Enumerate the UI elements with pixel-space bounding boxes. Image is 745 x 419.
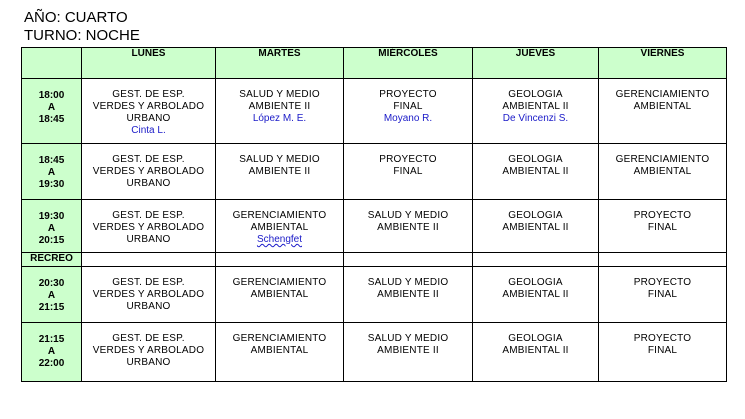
subject: GEOLOGIA AMBIENTAL II: [502, 89, 569, 112]
subject: PROYECTO FINAL: [633, 277, 692, 300]
class-cell: [216, 144, 344, 200]
teacher-name: Cinta L.: [131, 125, 166, 136]
teacher-name: Moyano R.: [383, 113, 433, 124]
day-header-viernes: VIERNES: [599, 48, 727, 79]
break-row: [22, 253, 727, 267]
subject: GEST. DE ESP. VERDES Y ARBOLADO URBANO: [92, 89, 205, 124]
subject: SALUD Y MEDIO AMBIENTE II: [367, 277, 449, 300]
class-cell: [344, 267, 473, 323]
time-slot-cell: [22, 144, 82, 200]
table-row: [22, 200, 727, 253]
day-header-lunes: LUNES: [82, 48, 216, 79]
subject: GEOLOGIA AMBIENTAL II: [502, 154, 569, 177]
class-cell: [216, 79, 344, 144]
class-cell: [344, 323, 473, 382]
class-cell: [473, 79, 599, 144]
class-cell: [344, 144, 473, 200]
break-cell: [216, 253, 344, 267]
header-row: [22, 48, 727, 79]
time-slot: 19:30 A 20:15: [38, 211, 65, 246]
table-row: [22, 144, 727, 200]
class-cell: [216, 267, 344, 323]
class-cell: [216, 323, 344, 382]
time-slot: 20:30 A 21:15: [38, 278, 65, 313]
subject: GEOLOGIA AMBIENTAL II: [502, 333, 569, 356]
subject: SALUD Y MEDIO AMBIENTE II: [239, 89, 320, 112]
class-cell: [473, 267, 599, 323]
class-cell: [599, 200, 727, 253]
teacher-name: Schengfet: [256, 234, 303, 245]
class-cell: [473, 200, 599, 253]
table-row: [22, 323, 727, 382]
subject: GERENCIAMIENTO AMBIENTAL: [615, 154, 710, 177]
class-cell: [82, 79, 216, 144]
subject: GEST. DE ESP. VERDES Y ARBOLADO URBANO: [92, 154, 205, 189]
break-cell: [82, 253, 216, 267]
subject: PROYECTO FINAL: [633, 210, 692, 233]
class-cell: [473, 144, 599, 200]
subject: SALUD Y MEDIO AMBIENTE II: [367, 210, 449, 233]
day-header-martes: MARTES: [216, 48, 344, 79]
subject: GERENCIAMIENTO AMBIENTAL: [615, 89, 710, 112]
class-cell: [82, 144, 216, 200]
time-slot-cell: [22, 200, 82, 253]
class-cell: [599, 323, 727, 382]
schedule-shift-heading: TURNO: NOCHE: [24, 27, 140, 44]
subject: GEST. DE ESP. VERDES Y ARBOLADO URBANO: [92, 333, 205, 368]
break-cell: [473, 253, 599, 267]
subject: PROYECTO FINAL: [633, 333, 692, 356]
schedule-year-heading: AÑO: CUARTO: [24, 9, 128, 26]
schedule-table: [21, 47, 727, 382]
subject: GEST. DE ESP. VERDES Y ARBOLADO URBANO: [92, 210, 205, 245]
class-cell: [599, 79, 727, 144]
subject: SALUD Y MEDIO AMBIENTE II: [239, 154, 320, 177]
class-cell: [473, 323, 599, 382]
class-cell: [82, 200, 216, 253]
subject: GERENCIAMIENTO AMBIENTAL: [232, 210, 327, 233]
class-cell: [82, 267, 216, 323]
time-slot: 21:15 A 22:00: [38, 334, 65, 369]
class-cell: [344, 200, 473, 253]
time-slot-cell: [22, 79, 82, 144]
header-corner-cell: [22, 48, 82, 79]
time-slot: 18:00 A 18:45: [38, 90, 65, 125]
subject: GERENCIAMIENTO AMBIENTAL: [232, 333, 327, 356]
class-cell: [82, 323, 216, 382]
break-cell: [344, 253, 473, 267]
break-label: RECREO: [22, 253, 82, 267]
subject: GEOLOGIA AMBIENTAL II: [502, 210, 569, 233]
subject: SALUD Y MEDIO AMBIENTE II: [367, 333, 449, 356]
time-slot-cell: [22, 323, 82, 382]
time-slot: 18:45 A 19:30: [38, 155, 65, 190]
table-row: [22, 267, 727, 323]
subject: GEOLOGIA AMBIENTAL II: [502, 277, 569, 300]
teacher-name: De Vincenzi S.: [502, 113, 569, 124]
day-header-miercoles: MIÉRCOLES: [344, 48, 473, 79]
subject: GEST. DE ESP. VERDES Y ARBOLADO URBANO: [92, 277, 205, 312]
time-slot-cell: [22, 267, 82, 323]
table-row: [22, 79, 727, 144]
class-cell: [344, 79, 473, 144]
subject: GERENCIAMIENTO AMBIENTAL: [232, 277, 327, 300]
class-cell: [599, 144, 727, 200]
teacher-name: López M. E.: [252, 113, 307, 124]
subject: PROYECTO FINAL: [379, 89, 437, 112]
day-header-jueves: JUEVES: [473, 48, 599, 79]
break-cell: [599, 253, 727, 267]
class-cell: [216, 200, 344, 253]
class-cell: [599, 267, 727, 323]
subject: PROYECTO FINAL: [379, 154, 437, 177]
